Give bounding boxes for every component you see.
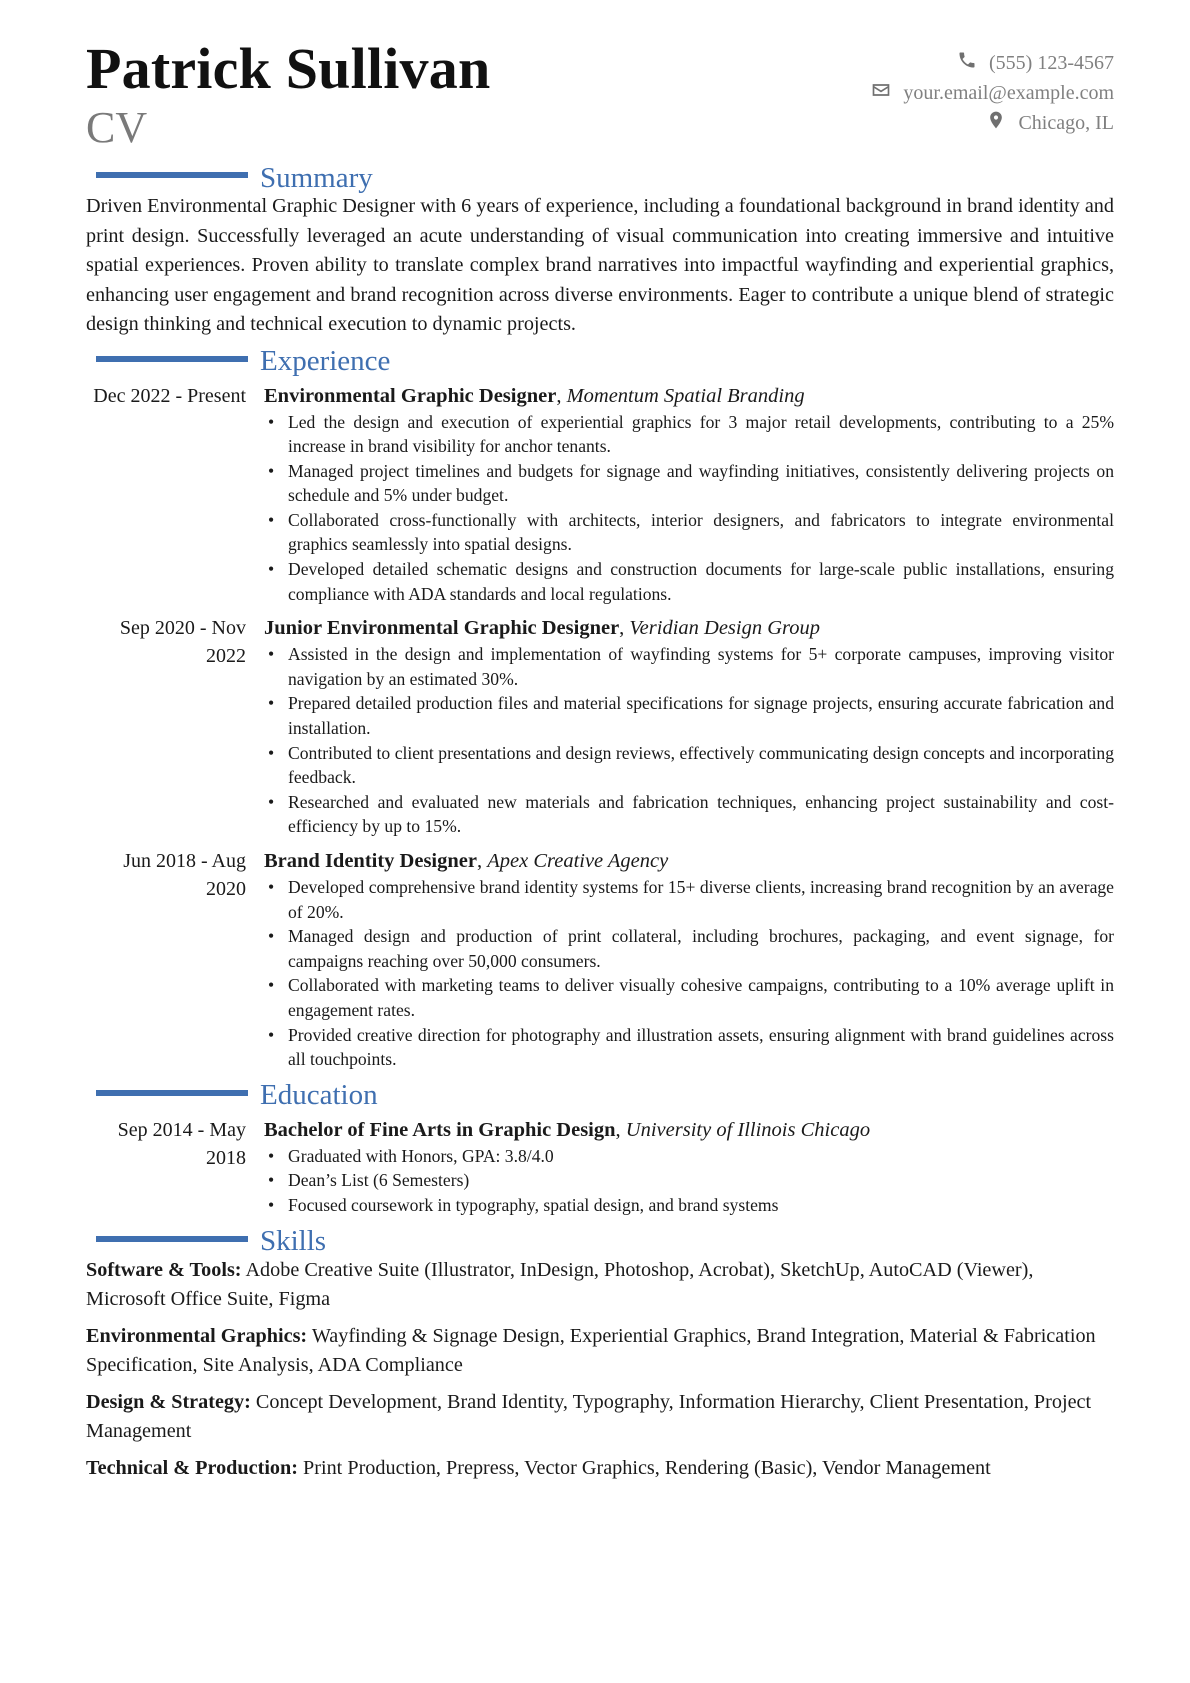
skill-text: Adobe Creative Suite (Illustrator, InDesign, Photoshop, Acrobat), SketchUp, AutoCAD (Viewer), Microsoft Office Suite, Figma — [86, 1258, 1034, 1310]
skill-text: Wayfinding & Signage Design, Experiential Graphics, Brand Integration, Material & Fabrication Specification, Site Analysis, ADA Compliance — [86, 1324, 1096, 1376]
section-rule — [96, 356, 248, 362]
section-heading — [86, 1222, 1114, 1256]
header — [86, 36, 1114, 158]
summary-title: Summary — [260, 161, 373, 194]
entry-title: Junior Environmental Graphic Designer, Veridian Design Group — [264, 617, 820, 640]
email-address[interactable]: your.email@example.com — [903, 81, 1114, 104]
list-item: • Researched and evaluated new materials and fabrication techniques, enhancing project sustainability and cost-efficiency by up to 15%. — [264, 790, 1114, 839]
entry-body — [264, 1116, 1114, 1218]
entry-body — [264, 614, 1114, 839]
skill-text: Print Production, Prepress, Vector Graphics, Rendering (Basic), Vendor Management — [297, 1456, 991, 1479]
location: Chicago, IL — [1018, 111, 1114, 134]
education-section — [86, 1076, 1114, 1218]
list-item: • Managed project timelines and budgets for signage and wayfinding initiatives, consistently delivering projects on schedule and 5% under budget. — [264, 459, 1114, 508]
list-item: • Led the design and execution of experiential graphics for 3 major retail developments, contributing to a 25% increase in brand visibility for anchor tenants. — [264, 410, 1114, 459]
section-rule — [96, 1236, 248, 1242]
entry-role: Brand Identity Designer — [264, 850, 477, 872]
entry-title: Brand Identity Designer, Apex Creative Agency — [264, 850, 669, 872]
entry-date: Sep 2020 - Nov 2022 — [119, 617, 246, 668]
experience-entry — [86, 614, 1114, 839]
entry-role: Environmental Graphic Designer — [264, 384, 557, 407]
skill-label: Environmental Graphics: — [86, 1324, 308, 1347]
bullet-list — [264, 875, 1114, 1072]
entry-date: Dec 2022 - Present — [93, 384, 246, 407]
degree: Bachelor of Fine Arts in Graphic Design — [264, 1118, 616, 1141]
envelope-icon — [871, 80, 891, 106]
list-item: • Provided creative direction for photography and illustration assets, ensuring alignment with brand guidelines across all touchpoints. — [264, 1023, 1114, 1072]
list-item: • Developed detailed schematic designs and construction documents for large-scale public installations, ensuring compliance with ADA standards and local regulations. — [264, 557, 1114, 606]
bullet-list — [264, 410, 1114, 607]
entry-date: Jun 2018 - Aug 2020 — [123, 850, 246, 900]
contact-location — [871, 108, 1114, 138]
contact-info — [871, 48, 1114, 138]
entry-organization: Apex Creative Agency — [487, 850, 669, 872]
summary-text: Driven Environmental Graphic Designer with 6 years of experience, including a foundational background in brand identity and print design. Successfully leveraged an acute understanding of visual communication into creating immersive and intuitive spatial experiences. Proven ability to translate complex brand narratives into impactful wayfinding and experiential graphics, enhancing user engagement and brand recognition across diverse environments. Eager to contribute a unique blend of strategic design thinking and technical execution to dynamic projects. — [86, 195, 1114, 335]
skills-section — [86, 1222, 1114, 1483]
entry-organization: Momentum Spatial Branding — [566, 384, 805, 407]
list-item: • Focused coursework in typography, spatial design, and brand systems — [264, 1193, 1114, 1218]
entry-title: Environmental Graphic Designer, Momentum Spatial Branding — [264, 384, 805, 407]
list-item: • Assisted in the design and implementation of wayfinding systems for 5+ corporate campuses, improving visitor navigation by an estimated 30%. — [264, 642, 1114, 691]
section-heading — [86, 342, 1114, 376]
bullet-list — [264, 1144, 1114, 1218]
list-item: • Contributed to client presentations and design reviews, effectively communicating design concepts and incorporating feedback. — [264, 741, 1114, 790]
education-entry — [86, 1116, 1114, 1218]
skill-text: Concept Development, Brand Identity, Typography, Information Hierarchy, Client Presentation, Project Management — [86, 1390, 1092, 1442]
list-item: • Graduated with Honors, GPA: 3.8/4.0 — [264, 1144, 1114, 1169]
experience-section — [86, 342, 1114, 1072]
skill-group — [86, 1454, 1114, 1483]
section-heading — [86, 1076, 1114, 1110]
entry-body — [264, 382, 1114, 607]
map-pin-icon — [986, 110, 1006, 136]
education-title: Education — [260, 1079, 378, 1112]
cv-page — [86, 36, 1114, 1491]
skill-group — [86, 1322, 1114, 1380]
list-item: • Prepared detailed production files and material specifications for signage projects, ensuring accurate fabrication and installation. — [264, 691, 1114, 740]
entry-role: Junior Environmental Graphic Designer — [264, 617, 620, 640]
bullet-list — [264, 642, 1114, 839]
section-heading — [86, 158, 1114, 192]
skill-group — [86, 1388, 1114, 1446]
contact-phone — [871, 48, 1114, 78]
skill-label: Design & Strategy: — [86, 1390, 251, 1413]
section-rule — [96, 172, 248, 178]
skill-label: Software & Tools: — [86, 1258, 242, 1281]
experience-entry — [86, 382, 1114, 607]
summary-section — [86, 158, 1114, 340]
experience-title: Experience — [260, 345, 391, 377]
skill-label: Technical & Production: — [86, 1456, 298, 1479]
skill-group — [86, 1256, 1114, 1314]
list-item: • Collaborated with marketing teams to deliver visually cohesive campaigns, contributing to a 10% average uplift in engagement rates. — [264, 973, 1114, 1022]
contact-email — [871, 78, 1114, 108]
list-item: • Dean’s List (6 Semesters) — [264, 1168, 1114, 1193]
section-rule — [96, 1090, 248, 1096]
entry-organization: Veridian Design Group — [629, 617, 820, 640]
institution: University of Illinois Chicago — [625, 1118, 871, 1141]
phone-number: (555) 123-4567 — [989, 51, 1114, 74]
entry-date: Sep 2014 - May 2018 — [117, 1118, 246, 1169]
experience-entry — [86, 847, 1114, 1072]
list-item: • Developed comprehensive brand identity systems for 15+ diverse clients, increasing brand recognition by an average of 20%. — [264, 875, 1114, 924]
skills-title: Skills — [260, 1225, 327, 1258]
phone-icon — [957, 50, 977, 76]
list-item: • Collaborated cross-functionally with architects, interior designers, and fabricators to integrate environmental graphics seamlessly into spatial designs. — [264, 508, 1114, 557]
person-name: Patrick Sullivan — [86, 36, 491, 101]
list-item: • Managed design and production of print collateral, including brochures, packaging, and event signage, for campaigns reaching over 50,000 consumers. — [264, 924, 1114, 973]
entry-title: Bachelor of Fine Arts in Graphic Design, University of Illinois Chicago — [264, 1118, 871, 1141]
entry-body — [264, 847, 1114, 1072]
document-type: CV — [86, 103, 148, 152]
